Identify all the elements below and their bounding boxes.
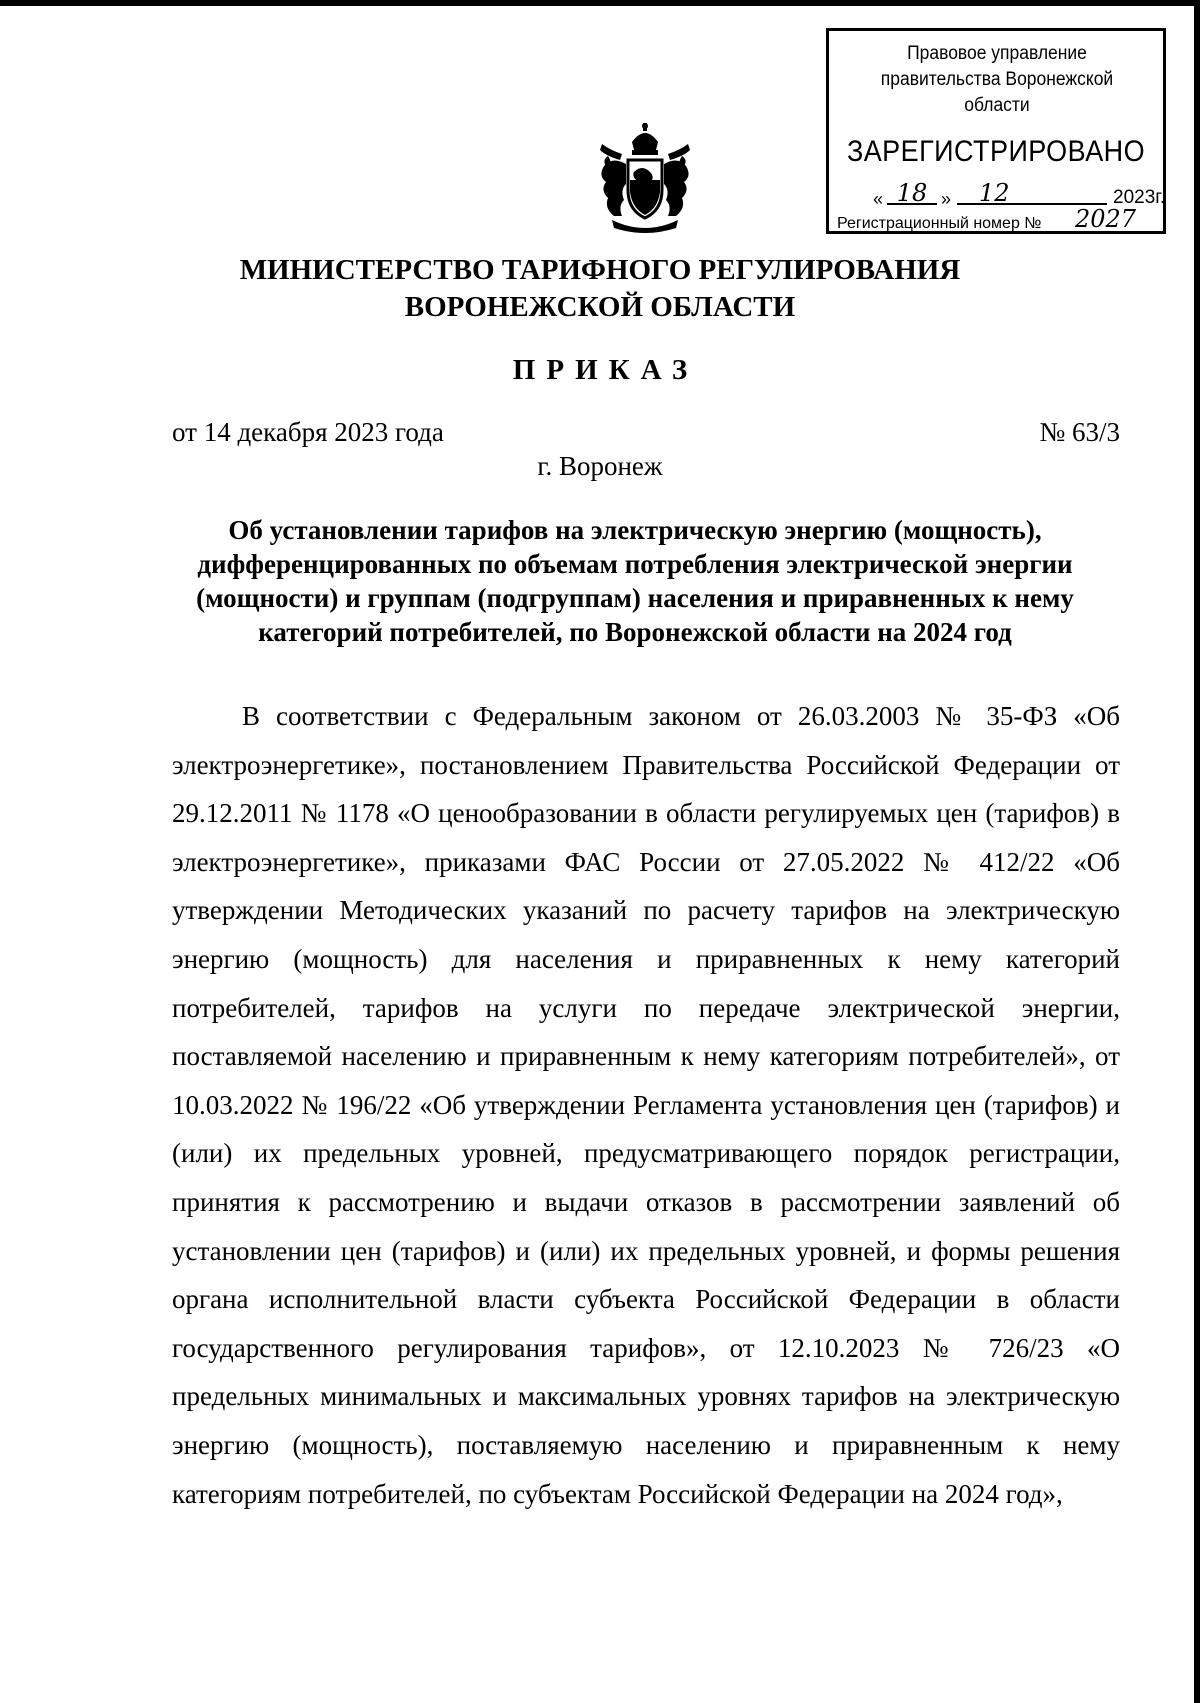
order-city: г. Воронеж — [537, 451, 663, 481]
stamp-status: ЗАРЕГИСТРИРОВАНО — [846, 135, 1146, 168]
order-body-paragraph: В соответствии с Федеральным законом от 26.03.2003 № 35-ФЗ «Об электроэнергетике», постановлением Правительства Российской Федерации от 29.12.2011 № 1178 «О ценообразовании в области регулируемых цен (тарифов) в электроэнергетике», приказами ФАС России от 27.05.2022 № 412/22 «Об утверждении Методических указаний по расчету тарифов на электрическую энергию (мощность) для населения и приравненных к нему категорий потребителей, тарифов на услуги по передаче электрической энергии, поставляемой населению и приравненным к нему категориям потребителей», от 10.03.2022 № 196/22 «Об утверждении Регламента установления цен (тарифов) и (или) их предельных уровней, предусматривающего порядок регистрации, принятия к рассмотрению и выдачи отказов в рассмотрении заявлений об установлении цен (тарифов) и (или) их предельных уровней, и формы решения органа исполнительной власти субъекта Российской Федерации в области государственного регулирования тарифов», от 12.10.2023 № 726/23 «О предельных минимальных и максимальных уровнях тарифов на электрическую энергию (мощность), поставляемую населению и приравненным к нему категориям потребителей, по субъектам Российской Федерации на 2024 год», — [172, 701, 1120, 1509]
stamp-date-day: 18 — [887, 179, 937, 205]
ministry-title-line2: ВОРОНЕЖСКОЙ ОБЛАСТИ — [404, 291, 796, 323]
order-date: от 14 декабря 2023 года — [172, 417, 444, 447]
stamp-date-year: 2023г. — [1113, 187, 1166, 208]
registration-stamp — [826, 28, 1166, 234]
stamp-organization: Правовое управление правительства Воронежской области — [880, 43, 1114, 116]
scan-edge-top — [0, 0, 1200, 6]
order-subject: Об установлении тарифов на электрическую энергию (мощность), дифференцированных по объемам потребления электрической энергии (мощности) и группам (подгруппам) населения и приравненных к нему категорий потребителей, по Воронежской области на 2024 год — [196, 515, 1074, 647]
stamp-date-month: 12 — [957, 179, 1107, 205]
stamp-reg-number: 2027 — [1069, 205, 1155, 233]
ministry-title-line1: МИНИСТЕРСТВО ТАРИФНОГО РЕГУЛИРОВАНИЯ — [239, 254, 961, 286]
stamp-date: « 18 » 12 2023г. — [873, 179, 1166, 209]
order-number: № 63/3 — [1039, 417, 1120, 447]
ministry-title — [0, 252, 1200, 326]
stamp-reg-label: Регистрационный номер № — [837, 215, 1042, 232]
document-type: ПРИКАЗ — [512, 354, 699, 386]
coat-of-arms-icon — [592, 120, 698, 236]
stamp-registration-number — [837, 205, 1155, 233]
